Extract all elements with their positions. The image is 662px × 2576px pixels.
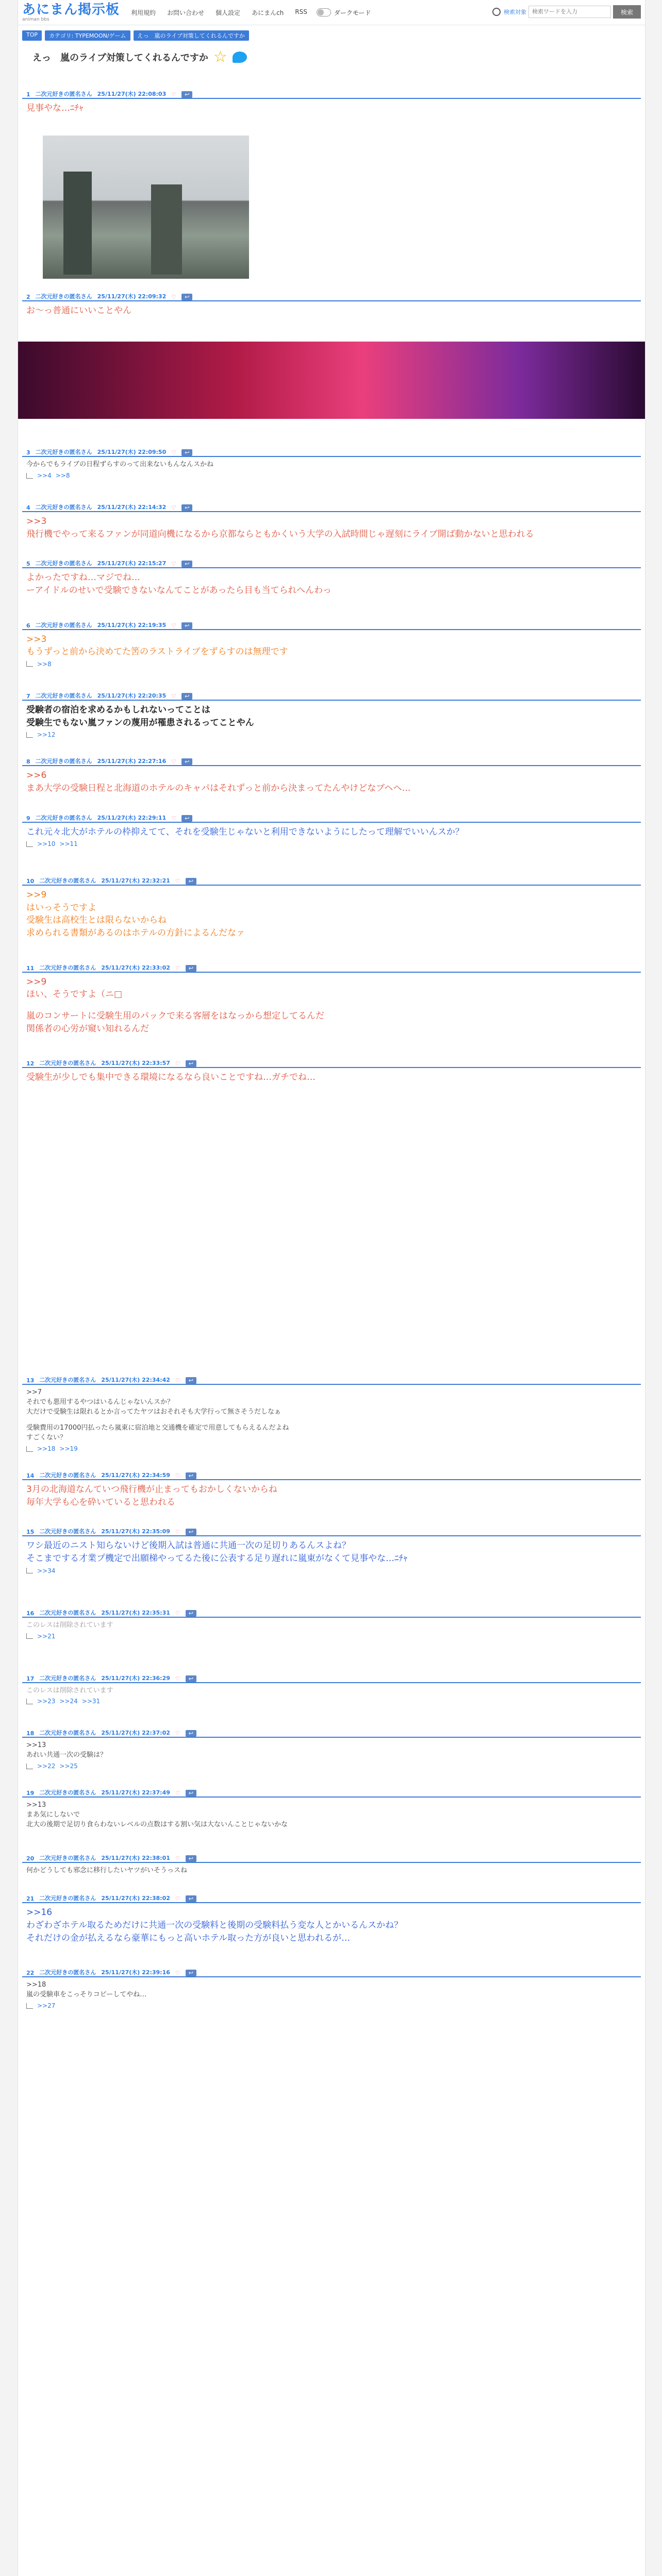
search-button[interactable]: 検索 [613, 5, 641, 19]
reply-link[interactable]: >>24 [59, 1698, 78, 1705]
post-line: ーアイドルのせいで受験できないなんてことがあったら目も当てられへんわっ [26, 585, 332, 596]
reply-icon[interactable]: ↩ [186, 1377, 196, 1384]
post-line: >>16 [26, 1907, 53, 1918]
reply-links [22, 1696, 641, 1705]
post-date: 25/11/27(木) 22:32:21 [101, 877, 170, 885]
post [18, 1468, 645, 1509]
reply-link[interactable]: >>34 [37, 1567, 56, 1574]
post-date: 25/11/27(木) 22:27:16 [97, 758, 167, 765]
post-body [22, 1738, 641, 1760]
post-line: 嵐の受験車をこっそりコピーしてやね… [26, 1991, 147, 1999]
post-date: 25/11/27(木) 22:33:02 [101, 964, 170, 971]
reply-link[interactable]: >>8 [37, 660, 52, 668]
breadcrumb-top[interactable]: TOP [22, 30, 42, 41]
post-author: 二次元好きの匿名さん [39, 1528, 96, 1535]
like-heart-icon[interactable]: ♡ [171, 449, 177, 456]
reply-links [22, 470, 641, 479]
thread-title-bar [18, 44, 645, 71]
post-number[interactable]: 3 [26, 449, 30, 456]
reply-links [22, 1760, 641, 1770]
reply-arrow-icon [26, 473, 33, 479]
post-date: 25/11/27(木) 22:20:35 [97, 692, 167, 699]
like-heart-icon[interactable]: ♡ [175, 964, 180, 972]
post-author: 二次元好きの匿名さん [39, 1895, 96, 1902]
post-line: よかったですね…マジでね… [26, 572, 140, 583]
gate-pillar-right [151, 184, 182, 275]
post-author: 二次元好きの匿名さん [39, 1969, 96, 1976]
post-date: 25/11/27(木) 22:37:49 [101, 1789, 170, 1797]
post-body [22, 630, 641, 658]
post [18, 754, 645, 794]
post-author: 二次元好きの匿名さん [39, 1060, 96, 1067]
reply-icon[interactable]: ↩ [181, 504, 192, 511]
post-date: 25/11/27(木) 22:37:02 [101, 1730, 170, 1737]
like-heart-icon[interactable]: ♡ [175, 1529, 180, 1536]
post-line [26, 1001, 641, 1010]
reply-icon[interactable]: ↩ [186, 1970, 196, 1976]
like-heart-icon[interactable]: ♡ [175, 1790, 180, 1797]
thread-title: えっ 嵐のライブ対策してくれるんですか [32, 52, 208, 63]
post-body [22, 823, 641, 839]
post-author: 二次元好きの匿名さん [35, 621, 92, 629]
post-line: すごくない？ [26, 1434, 67, 1442]
reply-link[interactable]: >>31 [81, 1698, 101, 1705]
reply-links [22, 1443, 641, 1452]
reply-arrow-icon [26, 1699, 33, 1704]
post-line: 毎年大学も心を砕いていると思われる [26, 1497, 175, 1507]
post-line: ほい、そうですよ（ニ□ [26, 989, 123, 1000]
post-body [22, 1385, 641, 1443]
reply-icon[interactable]: ↩ [186, 1730, 196, 1737]
search-target-select[interactable]: 検索対象 [504, 9, 526, 15]
dark-mode-toggle[interactable] [317, 8, 371, 17]
reply-link[interactable]: >>10 [37, 840, 56, 848]
reply-icon[interactable]: ↩ [186, 1060, 196, 1067]
like-heart-icon[interactable]: ♡ [171, 692, 177, 700]
post-author: 二次元好きの匿名さん [39, 1854, 96, 1861]
post-line: >>6 [26, 770, 47, 781]
gate-pillar-left [63, 172, 92, 275]
post [18, 1605, 645, 1640]
post-line: 見事やな…ﾆﾁｬ [26, 103, 84, 113]
reply-icon[interactable]: ↩ [186, 965, 196, 972]
post-body [22, 766, 641, 794]
post [18, 1056, 645, 1084]
reply-icon[interactable]: ↩ [186, 1610, 196, 1617]
reply-icon[interactable]: ↩ [186, 1529, 196, 1535]
post-number[interactable]: 21 [26, 1895, 35, 1903]
post-line: まあ大学の受験日程と北海道のホテルのキャパはそれずっと前から決まってたんやけどなブヘヘ… [26, 783, 411, 793]
reply-link[interactable]: >>11 [59, 840, 78, 848]
post-line: それだけの金が払えるなら豪華にもっと高いホテル取った方が良いと思われるが… [26, 1933, 351, 1943]
reply-links [22, 729, 641, 738]
post-line: >>3 [26, 634, 47, 645]
reply-arrow-icon [26, 841, 33, 847]
post-line: あれい共通一次の受験は？ [26, 1751, 107, 1759]
post-date: 25/11/27(木) 22:35:31 [101, 1609, 170, 1616]
post-date: 25/11/27(木) 22:38:02 [101, 1895, 170, 1902]
post-header [22, 810, 641, 823]
logo-subtitle: animan bbs [22, 16, 49, 22]
post [18, 1891, 645, 1944]
post-author: 二次元好きの匿名さん [35, 814, 92, 821]
post-body [22, 457, 641, 470]
post-line: >>3 [26, 516, 47, 527]
post [18, 556, 645, 597]
post-date: 25/11/27(木) 22:36:29 [101, 1674, 170, 1682]
post-header [22, 1605, 641, 1618]
post [18, 1372, 645, 1452]
post-author: 二次元好きの匿名さん [39, 1789, 96, 1797]
post-header [22, 87, 641, 99]
like-heart-icon[interactable]: ♡ [171, 758, 177, 766]
post-body [22, 512, 641, 540]
reply-arrow-icon [26, 661, 33, 667]
reply-link[interactable]: >>4 [37, 472, 52, 480]
like-heart-icon[interactable]: ♡ [175, 878, 180, 885]
like-heart-icon[interactable]: ♡ [175, 1730, 180, 1737]
post-author: 二次元好きの匿名さん [35, 293, 92, 300]
site-header [18, 0, 645, 25]
post-number[interactable]: 20 [26, 1855, 35, 1862]
post [18, 873, 645, 940]
post-header [22, 1851, 641, 1863]
post [18, 1725, 645, 1770]
post-author: 二次元好きの匿名さん [39, 1674, 96, 1682]
reply-icon[interactable]: ↩ [186, 1675, 196, 1682]
breadcrumb-thread[interactable]: えっ 嵐のライブ対策してくれるんですか [134, 30, 249, 41]
search-input[interactable] [528, 6, 611, 18]
like-heart-icon[interactable]: ♡ [175, 1855, 180, 1862]
reply-icon[interactable]: ↩ [181, 758, 192, 765]
post-list [18, 87, 645, 2009]
post-number[interactable]: 5 [26, 561, 30, 568]
post-date: 25/11/27(木) 22:38:01 [101, 1854, 170, 1861]
post [18, 1671, 645, 1705]
post [18, 445, 645, 479]
post-author: 二次元好きの匿名さん [39, 1609, 96, 1616]
post-body [22, 99, 641, 115]
post-date: 25/11/27(木) 22:34:59 [101, 1472, 170, 1479]
post-header [22, 1056, 641, 1068]
post-line [26, 1417, 641, 1423]
post [18, 1524, 645, 1574]
post-number[interactable]: 1 [26, 91, 30, 98]
post-author: 二次元好きの匿名さん [35, 91, 92, 97]
post [18, 1965, 645, 2009]
post-body [22, 568, 641, 597]
post-author: 二次元好きの匿名さん [35, 692, 92, 699]
like-heart-icon[interactable]: ♡ [171, 91, 177, 98]
post-date: 25/11/27(木) 22:15:27 [97, 560, 167, 567]
like-heart-icon[interactable]: ♡ [175, 1377, 180, 1384]
post-body [22, 1480, 641, 1509]
post-body [22, 1863, 641, 1876]
post-header [22, 618, 641, 630]
reply-link[interactable]: >>25 [59, 1762, 78, 1770]
post-line: はいっそうですよ [26, 902, 96, 913]
breadcrumb-category[interactable]: カテゴリ: TYPEMOON/ゲーム [45, 30, 130, 41]
post-image[interactable] [43, 135, 249, 279]
post-date: 25/11/27(木) 22:14:32 [97, 504, 167, 511]
post-number[interactable]: 6 [26, 622, 30, 629]
post [18, 810, 645, 848]
post-line: 関係者の心労が窺い知れるんだ [26, 1023, 149, 1034]
post-date: 25/11/27(木) 22:34:42 [101, 1376, 170, 1383]
post-line: 求められる書類があるのはホテルの方針によるんだなァ [26, 928, 245, 939]
post-number[interactable]: 14 [26, 1472, 35, 1480]
post-line: そこまでする才業プ機定で出願梯やってるた後に公表する足り遅れに嵐東がなくて見事やな…ﾆﾁｬ [26, 1553, 408, 1564]
post-header [22, 1725, 641, 1738]
post-header [22, 754, 641, 766]
reply-icon[interactable]: ↩ [181, 815, 192, 822]
post-line: 北大の後期で足切り食らわないレベルの点数はする割い気は大ないんことじゃないかな [26, 1820, 288, 1828]
post-number[interactable]: 9 [26, 815, 30, 822]
reply-icon[interactable]: ↩ [181, 294, 192, 300]
like-heart-icon[interactable]: ♡ [175, 1472, 180, 1480]
post-author: 二次元好きの匿名さん [35, 504, 92, 511]
post-header [22, 1468, 641, 1480]
post-author: 二次元好きの匿名さん [39, 1472, 96, 1479]
post-header [22, 960, 641, 973]
post-author: 二次元好きの匿名さん [39, 1730, 96, 1737]
post [18, 87, 645, 279]
dark-mode-label: ダークモード [334, 9, 371, 16]
reply-icon[interactable]: ↩ [186, 878, 196, 885]
post-line: 受験費用の17000円払ったら嵐東に宿泊地と交通機を確定で用意してもらえるんだよね [26, 1424, 289, 1432]
reply-links [22, 658, 641, 668]
post-line: それでも悪用するやつはいるんじゃないんスか？ [26, 1398, 174, 1406]
like-heart-icon[interactable]: ♡ [171, 815, 177, 822]
post-body [22, 973, 641, 1036]
like-heart-icon[interactable]: ♡ [171, 622, 177, 629]
post-header [22, 1891, 641, 1903]
post-line: わざわざホテル取るためだけに共通一次の受験料と後期の受験料払う変な人とかいるんスかね？ [26, 1920, 403, 1931]
like-heart-icon[interactable]: ♡ [171, 504, 177, 512]
post-author: 二次元好きの匿名さん [39, 1376, 96, 1383]
post-body [22, 301, 641, 317]
reply-icon[interactable]: ↩ [186, 1472, 196, 1479]
reply-link[interactable]: >>22 [37, 1762, 56, 1770]
like-heart-icon[interactable]: ♡ [175, 1675, 180, 1682]
reply-link[interactable]: >>18 [37, 1445, 56, 1453]
reply-links [22, 1631, 641, 1640]
post-body [22, 1068, 641, 1084]
post [18, 960, 645, 1036]
like-heart-icon[interactable]: ♡ [171, 561, 177, 568]
nav-settings[interactable]: 個人設定 [216, 9, 241, 16]
post-number[interactable]: 22 [26, 1970, 35, 1977]
reply-arrow-icon [26, 2003, 33, 2009]
post-header [22, 1671, 641, 1683]
post-number[interactable]: 17 [26, 1675, 35, 1682]
reply-arrow-icon [26, 1764, 33, 1769]
nav-terms[interactable]: 利用規約 [131, 9, 156, 16]
post [18, 688, 645, 738]
post-body [22, 1977, 641, 2000]
post-line: これ元々北大がホテルの枠抑えてて、それを受験生じゃないと利用できないようにしたって理解でいいんスか？ [26, 826, 464, 837]
reply-icon[interactable]: ↩ [186, 1855, 196, 1862]
reply-icon[interactable]: ↩ [186, 1790, 196, 1797]
post-body [22, 1536, 641, 1565]
reply-icon[interactable]: ↩ [181, 449, 192, 456]
post-date: 25/11/27(木) 22:08:03 [97, 91, 167, 97]
post-line: このレスは削除されています [26, 1686, 113, 1694]
post-line: お～っ普通にいいことやん [26, 305, 131, 316]
post [18, 618, 645, 668]
post-number[interactable]: 11 [26, 964, 35, 972]
twitter-share-icon[interactable] [233, 52, 247, 63]
post-date: 25/11/27(木) 22:19:35 [97, 621, 167, 629]
post-line: >>13 [26, 1741, 46, 1750]
top-nav [131, 8, 307, 17]
post-author: 二次元好きの匿名さん [35, 758, 92, 765]
reply-icon[interactable]: ↩ [181, 693, 192, 700]
post-body [22, 1683, 641, 1696]
reply-arrow-icon [26, 1633, 33, 1639]
breadcrumb [18, 25, 645, 44]
post-author: 二次元好きの匿名さん [35, 449, 92, 456]
post-header [22, 688, 641, 701]
post-line: まあ気にしないで [26, 1810, 80, 1819]
post-line: >>9 [26, 890, 47, 901]
post-line: >>7 [26, 1388, 42, 1396]
search-icon [492, 8, 501, 16]
post-number[interactable]: 4 [26, 504, 30, 512]
reply-arrow-icon [26, 1446, 33, 1452]
reply-link[interactable]: >>19 [59, 1445, 78, 1453]
reply-link[interactable]: >>12 [37, 731, 56, 739]
post [18, 1785, 645, 1830]
like-heart-icon[interactable]: ♡ [175, 1895, 180, 1903]
post-line: 受験者の宿泊を求めるかもしれないってことは [26, 704, 210, 715]
like-heart-icon[interactable]: ♡ [175, 1970, 180, 1977]
like-heart-icon[interactable]: ♡ [175, 1060, 180, 1067]
post-number[interactable]: 13 [26, 1377, 35, 1384]
nav-animanch[interactable]: あにまんch [252, 9, 284, 16]
post [18, 500, 645, 540]
logo-title: あにまん掲示板 [22, 2, 120, 18]
post-number[interactable]: 19 [26, 1790, 35, 1797]
reply-icon[interactable]: ↩ [181, 622, 192, 629]
post-header [22, 556, 641, 568]
post-line: 何かどうしても邪念に移行したいヤツがいそうっスね [26, 1866, 188, 1874]
post-line: 受験生は高校生とは限らないからね [26, 915, 167, 926]
toggle-switch-icon[interactable] [317, 8, 331, 16]
reply-link[interactable]: >>23 [37, 1698, 56, 1705]
post-author: 二次元好きの匿名さん [39, 964, 96, 971]
post-line: 大だけで受験生は限れるとか言ってたヤツはおそれそも大学行って無さそうだしなぁ [26, 1408, 282, 1416]
post-date: 25/11/27(木) 22:09:50 [97, 449, 167, 456]
post-line: 嵐のコンサートに受験生用のパックで来る客層をはなっから想定してるんだ [26, 1011, 324, 1022]
post-header [22, 500, 641, 512]
post-number[interactable]: 2 [26, 293, 30, 300]
page [18, 0, 646, 2576]
post-number[interactable]: 10 [26, 878, 35, 885]
ad-banner[interactable] [18, 342, 645, 419]
post-body [22, 1903, 641, 1944]
nav-contact[interactable]: お問い合わせ [167, 9, 205, 16]
reply-arrow-icon [26, 1568, 33, 1573]
post-line: 3月の北海道なんていつ飛行機が止まってもおかしくないからね [26, 1484, 277, 1495]
post-header [22, 1524, 641, 1536]
post-number[interactable]: 15 [26, 1529, 35, 1536]
post-body [22, 1798, 641, 1830]
post-number[interactable]: 12 [26, 1060, 35, 1067]
reply-links [22, 1565, 641, 1574]
post-header [22, 873, 641, 886]
post-header [22, 445, 641, 457]
post-line: >>9 [26, 976, 47, 987]
post-number[interactable]: 18 [26, 1730, 35, 1737]
post-header [22, 289, 641, 301]
post-body [22, 1618, 641, 1631]
post-line: 受験生が少しでも集中できる環境になるなら良いことですね…ガチでね… [26, 1072, 316, 1083]
search-bar [492, 5, 641, 19]
post-line: 受験生でもない嵐ファンの蔑用が罹患されるってことやん [26, 717, 254, 728]
reply-links [22, 2000, 641, 2009]
post-header [22, 1372, 641, 1385]
post-header [22, 1965, 641, 1977]
reply-arrow-icon [26, 732, 33, 738]
reply-links [22, 838, 641, 848]
post-date: 25/11/27(木) 22:33:57 [101, 1060, 170, 1067]
post-number[interactable]: 7 [26, 692, 30, 700]
favorite-star-icon[interactable]: ☆ [213, 48, 227, 66]
post-line: ワシ最近のニスト知らないけど後期入試は普通に共通一次の足切りあるんスよね？ [26, 1540, 351, 1551]
post-date: 25/11/27(木) 22:39:16 [101, 1969, 170, 1976]
post-header [22, 1785, 641, 1798]
post-line: 今からでもライブの日程ずらすのって出来ないもんなんスかね [26, 461, 213, 469]
like-heart-icon[interactable]: ♡ [175, 1609, 180, 1617]
post [18, 1851, 645, 1876]
post-line: >>13 [26, 1801, 46, 1809]
post-line: >>18 [26, 1981, 46, 1989]
post-body [22, 701, 641, 729]
post-line: もうずっと前から決めてた筈のラストライブをずらすのは無理です [26, 647, 288, 657]
post [18, 289, 645, 317]
nav-rss[interactable]: RSS [295, 8, 307, 15]
post-line: このレスは削除されています [26, 1621, 113, 1629]
reply-icon[interactable]: ↩ [181, 561, 192, 567]
post-date: 25/11/27(木) 22:35:09 [101, 1528, 170, 1535]
post-date: 25/11/27(木) 22:29:11 [97, 814, 167, 821]
reply-link[interactable]: >>27 [37, 2002, 56, 2010]
post-author: 二次元好きの匿名さん [35, 560, 92, 567]
post-number[interactable]: 8 [26, 758, 30, 766]
post-author: 二次元好きの匿名さん [39, 877, 96, 885]
post-date: 25/11/27(木) 22:09:32 [97, 293, 167, 300]
post-body [22, 886, 641, 940]
reply-icon[interactable]: ↩ [181, 91, 192, 98]
post-number[interactable]: 16 [26, 1609, 35, 1617]
site-logo[interactable] [22, 3, 120, 22]
reply-link[interactable]: >>21 [37, 1632, 56, 1640]
reply-icon[interactable]: ↩ [186, 1895, 196, 1902]
post-line: 飛行機でやって来るファンが同道向機になるから京都ならともかくいう大学の入試時間じゃ遅刻にライブ開ば動かないと思われる [26, 529, 534, 539]
like-heart-icon[interactable]: ♡ [171, 293, 177, 300]
reply-link[interactable]: >>8 [55, 472, 70, 480]
